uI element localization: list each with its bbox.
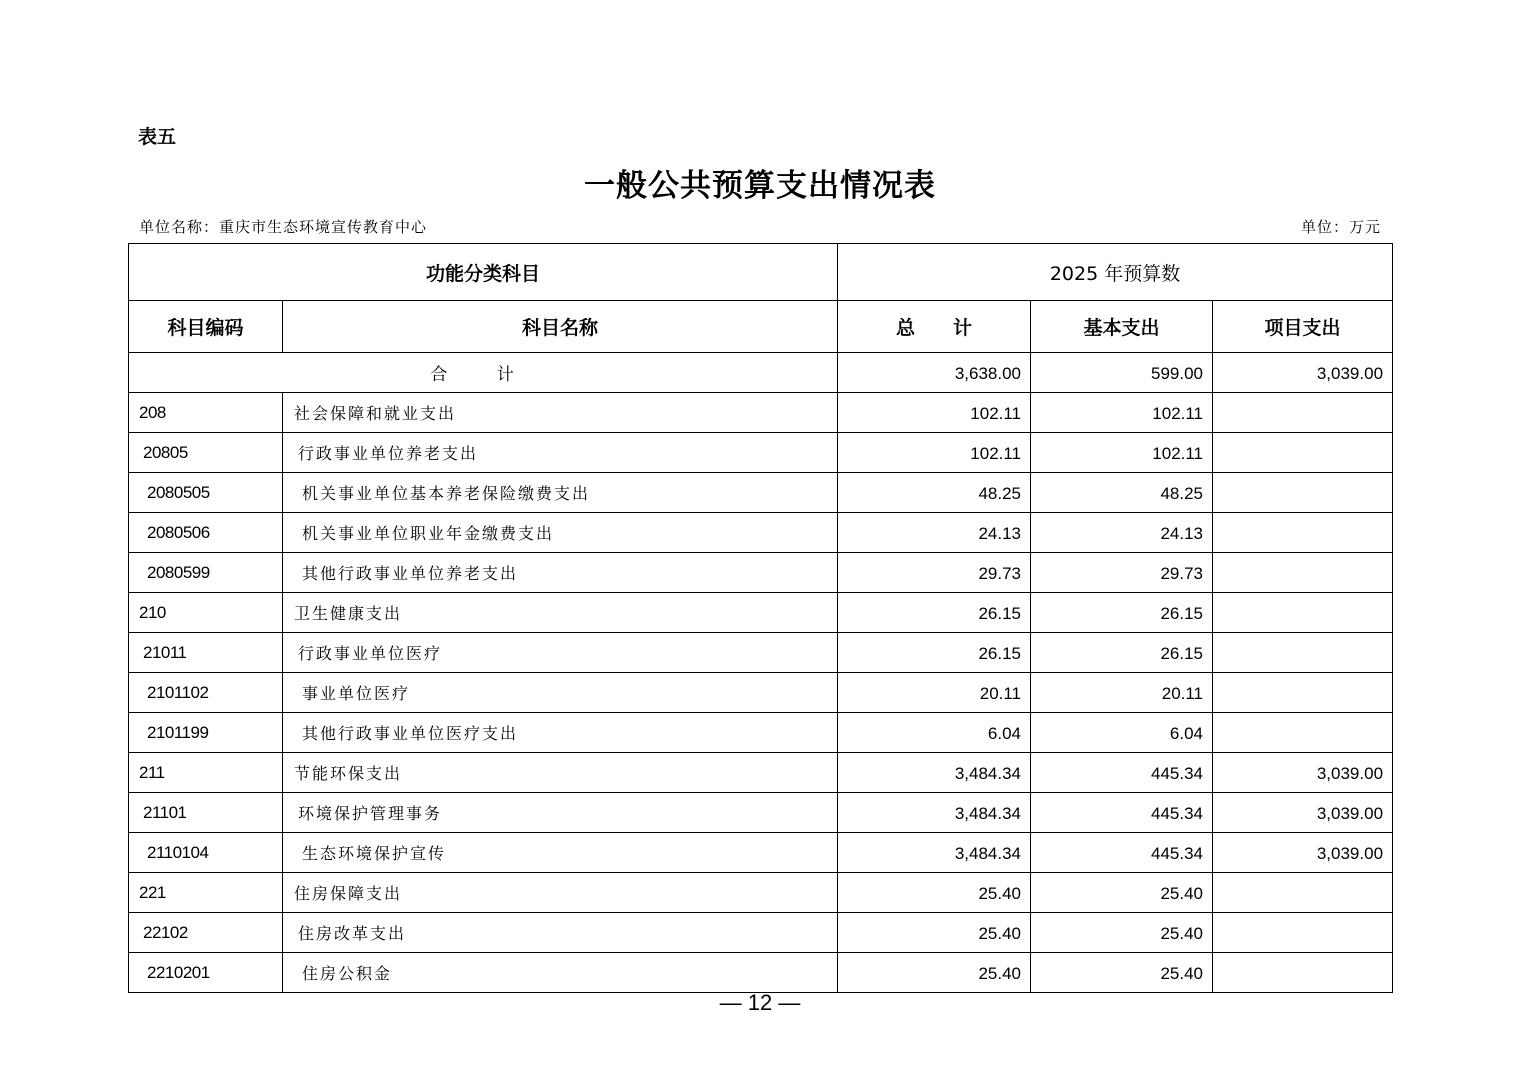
budget-table [128,243,1393,993]
table-row [129,633,1393,673]
column-header-project: 项目支出 [1213,301,1393,353]
basic-cell: 29.73 [1031,553,1213,593]
code-cell: 2110104 [129,833,283,873]
unit-label: 单位：万元 [1300,218,1381,236]
code-cell: 221 [129,873,283,913]
total-cell-project: 3,039.00 [1213,353,1393,393]
table-row [129,473,1393,513]
project-cell [1213,513,1393,553]
name-cell: 事业单位医疗 [283,673,838,713]
name-cell: 社会保障和就业支出 [283,393,838,433]
code-cell: 21101 [129,793,283,833]
project-cell [1213,393,1393,433]
total-cell: 6.04 [838,713,1031,753]
basic-cell: 445.34 [1031,753,1213,793]
project-cell [1213,433,1393,473]
name-cell: 机关事业单位职业年金缴费支出 [283,513,838,553]
table-row [129,513,1393,553]
group-header-row [129,244,1393,301]
total-cell: 29.73 [838,553,1031,593]
total-label: 合 计 [129,353,838,393]
total-row [129,353,1393,393]
basic-cell: 25.40 [1031,873,1213,913]
total-cell-basic: 599.00 [1031,353,1213,393]
code-cell: 211 [129,753,283,793]
code-cell: 20805 [129,433,283,473]
total-cell: 3,484.34 [838,753,1031,793]
basic-cell: 102.11 [1031,393,1213,433]
project-cell [1213,913,1393,953]
page-title: 一般公共预算支出情况表 [584,168,936,204]
basic-cell: 20.11 [1031,673,1213,713]
table-row [129,393,1393,433]
name-cell: 住房保障支出 [283,873,838,913]
total-cell: 48.25 [838,473,1031,513]
total-cell-total: 3,638.00 [838,353,1031,393]
column-header-code: 科目编码 [129,301,283,353]
table-row [129,793,1393,833]
code-cell: 210 [129,593,283,633]
total-cell: 24.13 [838,513,1031,553]
column-header-name: 科目名称 [283,301,838,353]
project-cell: 3,039.00 [1213,833,1393,873]
project-cell: 3,039.00 [1213,793,1393,833]
code-cell: 21011 [129,633,283,673]
name-cell: 行政事业单位医疗 [283,633,838,673]
column-header-basic: 基本支出 [1031,301,1213,353]
project-cell [1213,673,1393,713]
basic-cell: 25.40 [1031,953,1213,993]
table-row [129,673,1393,713]
table-row [129,713,1393,753]
basic-cell: 25.40 [1031,913,1213,953]
total-cell: 102.11 [838,393,1031,433]
page-number: — 12 — [719,990,801,1015]
table-row [129,753,1393,793]
table-row [129,913,1393,953]
basic-cell: 26.15 [1031,593,1213,633]
total-cell: 3,484.34 [838,793,1031,833]
project-cell [1213,873,1393,913]
name-cell: 节能环保支出 [283,753,838,793]
code-cell: 208 [129,393,283,433]
total-cell: 26.15 [838,593,1031,633]
table-row [129,953,1393,993]
name-cell: 其他行政事业单位养老支出 [283,553,838,593]
basic-cell: 445.34 [1031,833,1213,873]
table-row [129,433,1393,473]
total-cell: 26.15 [838,633,1031,673]
code-cell: 2210201 [129,953,283,993]
unit-name: 单位名称：重庆市生态环境宣传教育中心 [139,218,428,236]
name-cell: 行政事业单位养老支出 [283,433,838,473]
name-cell: 其他行政事业单位医疗支出 [283,713,838,753]
code-cell: 2080506 [129,513,283,553]
name-cell: 卫生健康支出 [283,593,838,633]
code-cell: 2080505 [129,473,283,513]
table-row [129,873,1393,913]
table-row [129,833,1393,873]
total-cell: 25.40 [838,953,1031,993]
table-label: 表五 [138,126,177,148]
name-cell: 生态环境保护宣传 [283,833,838,873]
project-cell [1213,553,1393,593]
code-cell: 2101102 [129,673,283,713]
group-header-budget: 2025 年预算数 [838,244,1393,301]
total-cell: 102.11 [838,433,1031,473]
code-cell: 2101199 [129,713,283,753]
name-cell: 住房公积金 [283,953,838,993]
name-cell: 机关事业单位基本养老保险缴费支出 [283,473,838,513]
project-cell [1213,633,1393,673]
code-cell: 22102 [129,913,283,953]
basic-cell: 102.11 [1031,433,1213,473]
group-header-classification: 功能分类科目 [129,244,838,301]
basic-cell: 48.25 [1031,473,1213,513]
project-cell [1213,713,1393,753]
code-cell: 2080599 [129,553,283,593]
basic-cell: 24.13 [1031,513,1213,553]
project-cell [1213,953,1393,993]
total-cell: 20.11 [838,673,1031,713]
basic-cell: 6.04 [1031,713,1213,753]
table-row [129,593,1393,633]
project-cell: 3,039.00 [1213,753,1393,793]
column-header-row [129,301,1393,353]
column-header-total: 总 计 [838,301,1031,353]
name-cell: 住房改革支出 [283,913,838,953]
basic-cell: 26.15 [1031,633,1213,673]
basic-cell: 445.34 [1031,793,1213,833]
name-cell: 环境保护管理事务 [283,793,838,833]
project-cell [1213,593,1393,633]
total-cell: 3,484.34 [838,833,1031,873]
total-cell: 25.40 [838,873,1031,913]
table-row [129,553,1393,593]
project-cell [1213,473,1393,513]
total-cell: 25.40 [838,913,1031,953]
